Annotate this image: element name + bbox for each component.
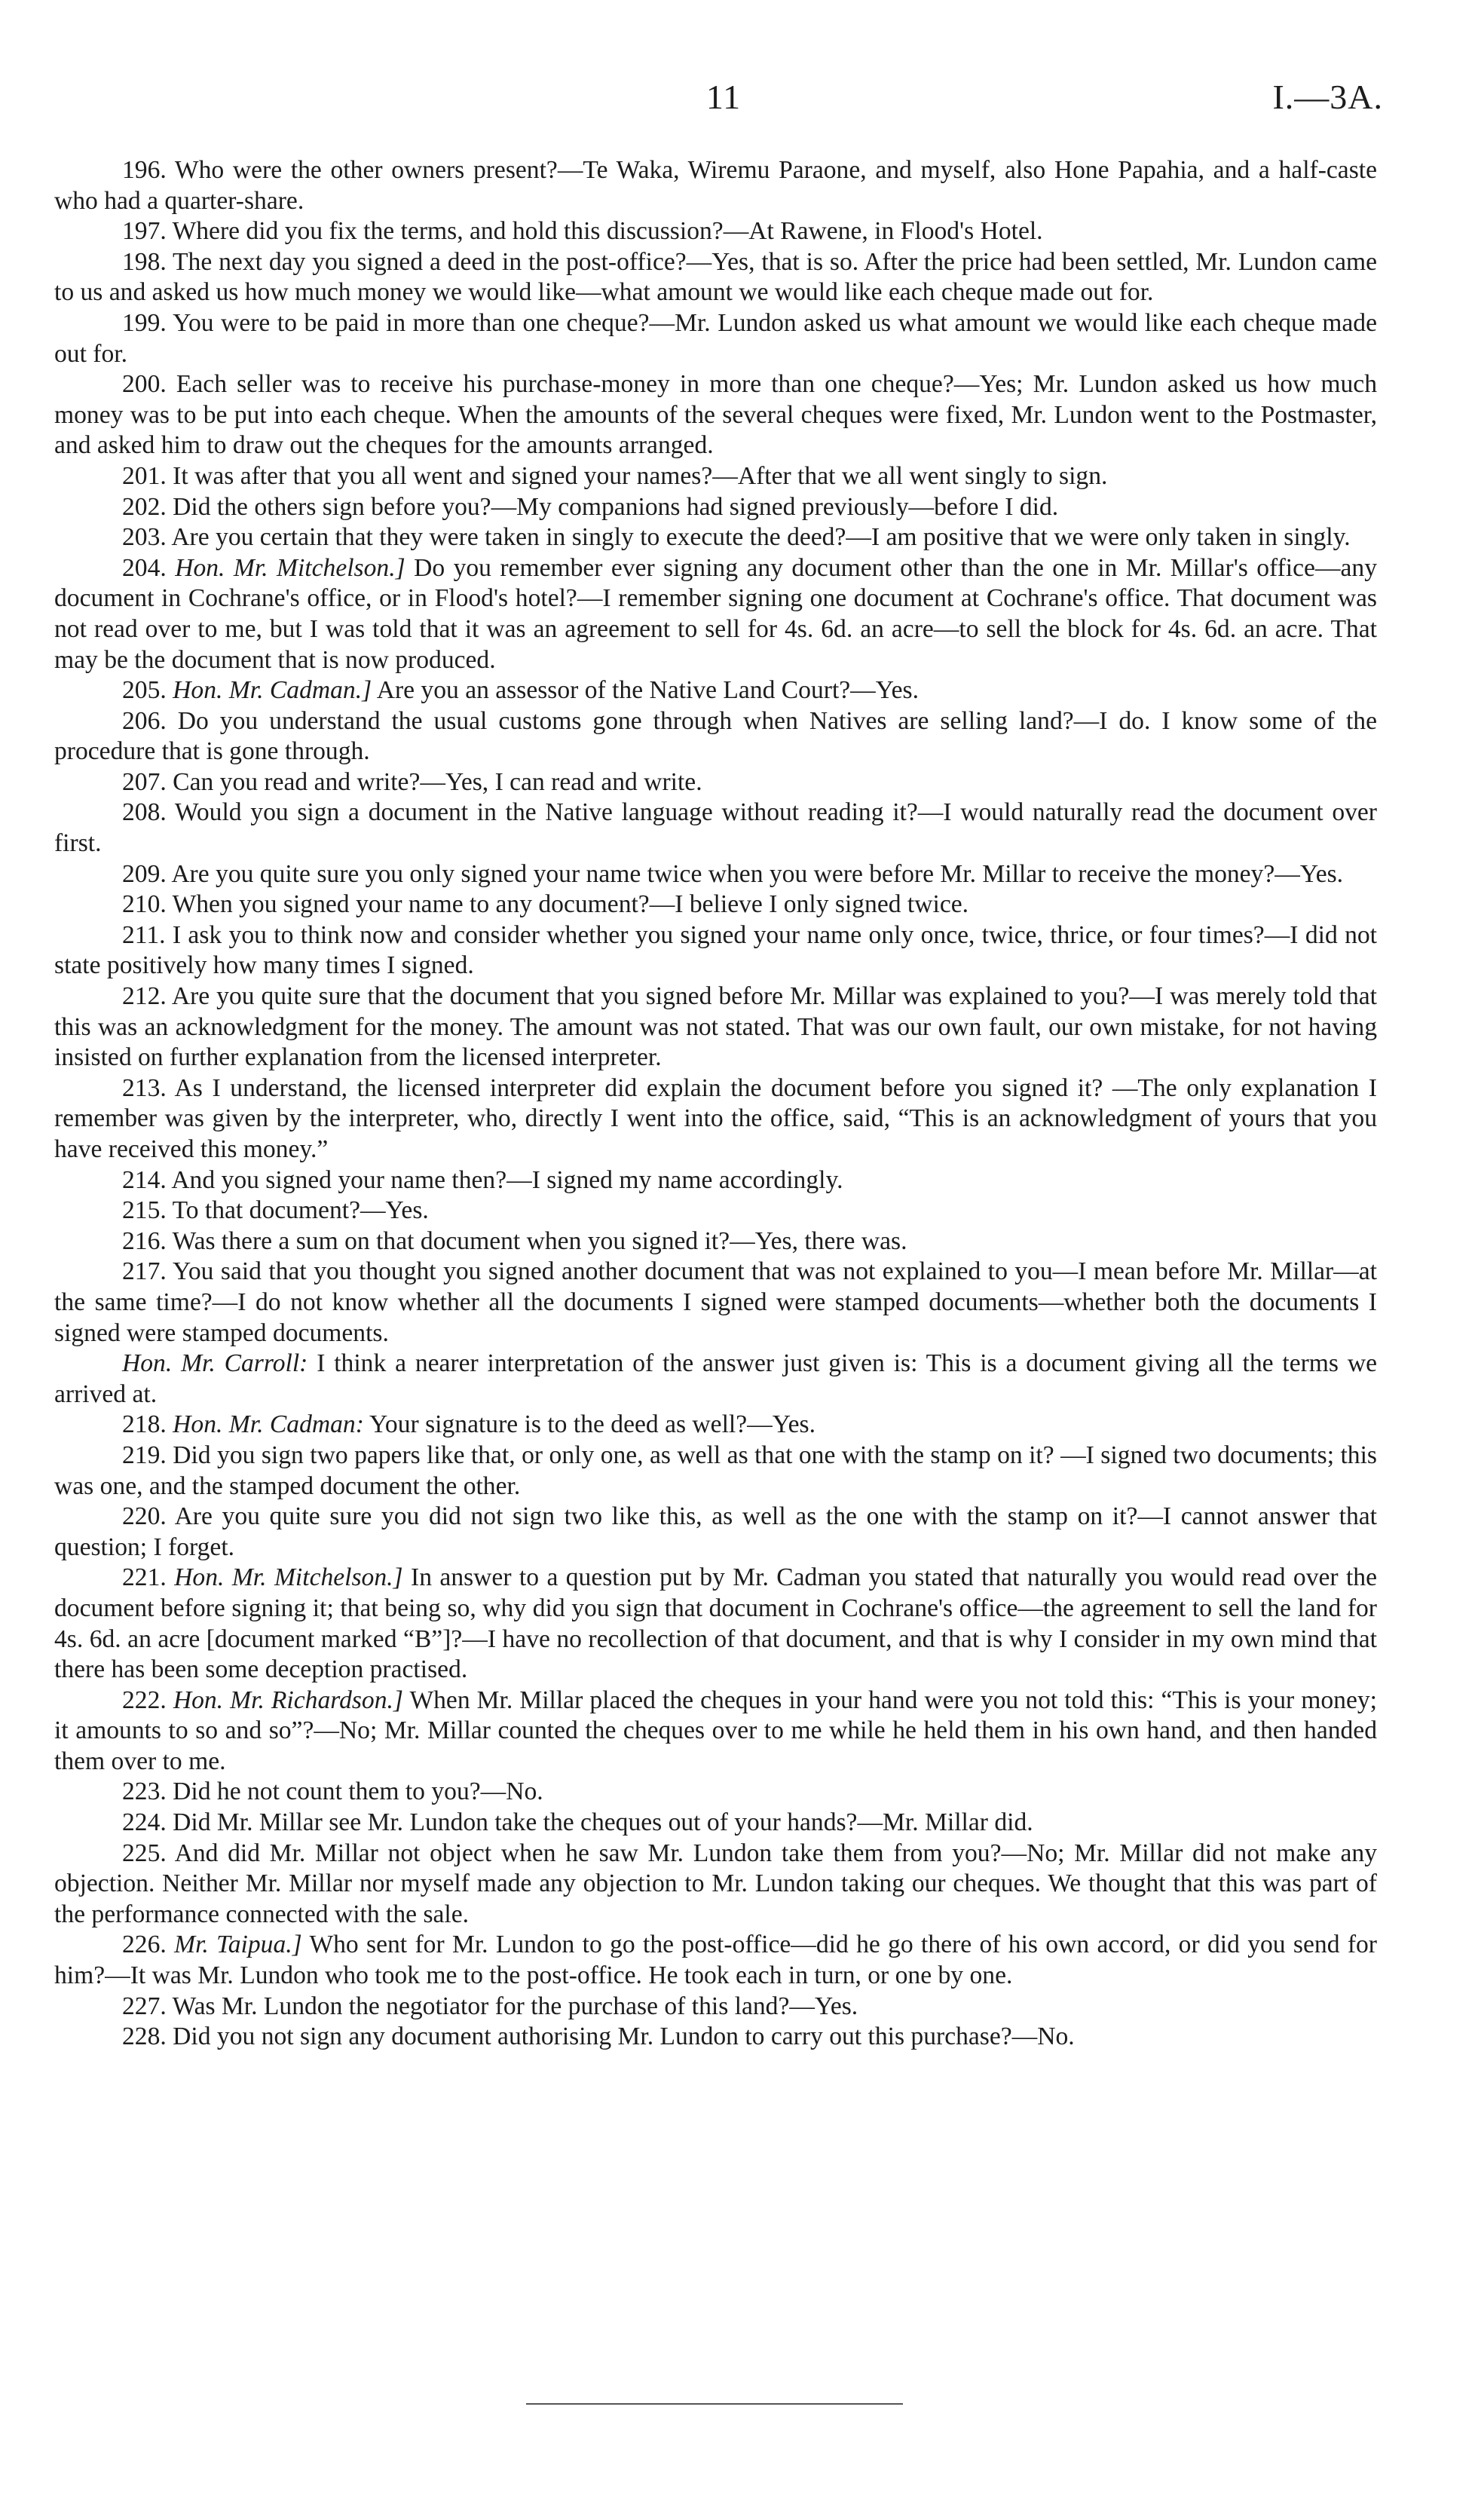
question-text: You were to be paid in more than one cheque?—Mr. Lundon asked us what amount we would like each cheque made out for. [54,308,1377,368]
question-text: Are you quite sure you did not sign two like this, as well as the one with the stamp on it?—I cannot answer that question; I forget. [54,1502,1377,1561]
question-number: 220. [122,1502,167,1531]
speaker-name: Hon. Mr. Mitchelson.] [174,1563,403,1592]
speaker-name: Hon. Mr. Richardson.] [173,1686,403,1714]
question-text: And did Mr. Millar not object when he saw Mr. Lundon take them from you?—No; Mr. Millar did not make any objection. Neither Mr. Millar nor myself made any objection to Mr. Lundon taking our cheques. We thought that this was part of the performance connected with the sale. [54,1839,1377,1928]
question-number: 228. [122,2022,167,2051]
question-text: Was there a sum on that document when you signed it?—Yes, there was. [172,1226,907,1255]
question-number: 209. [122,859,167,888]
question-number: 222. [122,1686,167,1714]
question-number: 227. [122,1992,167,2020]
question-paragraph [54,1073,1377,1165]
question-number: 202. [122,492,167,521]
question-paragraph [54,767,1377,798]
question-text: To that document?—Yes. [172,1196,429,1225]
question-number: 219. [122,1441,167,1469]
question-number: 200. [122,370,167,399]
question-text: Did he not count them to you?—No. [173,1777,543,1806]
question-number: 213. [122,1073,167,1102]
question-number: 205. [122,676,167,705]
question-paragraph [54,1686,1377,1777]
question-text: Who sent for Mr. Lundon to go the post-office—did he go there of his own accord, or did you send for him?—It was Mr. Lundon who took me to the post-office. He took each in turn, or one by one. [54,1931,1377,1990]
question-paragraph [54,798,1377,859]
question-paragraph [54,859,1377,890]
question-text: Was Mr. Lundon the negotiator for the purchase of this land?—Yes. [172,1992,858,2020]
question-number: 218. [122,1410,167,1439]
question-text: Who were the other owners present?—Te Waka, Wiremu Paraone, and myself, also Hone Papahia, and a half-caste who had a quarter-share. [54,156,1377,215]
closing-rule [526,2403,903,2405]
question-number: 226. [122,1931,167,1959]
question-text: Are you an assessor of the Native Land Court?—Yes. [376,676,920,705]
question-number: 212. [122,982,167,1011]
speaker-name: Mr. Taipua.] [174,1931,302,1959]
speaker-name: Hon. Mr. Mitchelson.] [175,553,405,582]
question-number: 199. [122,308,167,337]
question-paragraph [54,2022,1377,2053]
question-text: Are you quite sure you only signed your name twice when you were before Mr. Millar to receive the money?—Yes. [171,859,1344,888]
speaker-name: Hon. Mr. Cadman: [173,1410,364,1439]
question-paragraph [54,155,1377,216]
question-text: It was after that you all went and signed your names?—After that we all went singly to sign. [173,461,1108,490]
question-paragraph [54,461,1377,492]
question-number: 210. [122,890,167,919]
question-paragraph [54,1441,1377,1502]
question-paragraph [54,216,1377,247]
speaker-name: Hon. Mr. Carroll: [122,1349,308,1378]
question-number: 214. [122,1165,167,1194]
question-paragraph [54,1839,1377,1931]
question-paragraph [54,1165,1377,1196]
question-text: As I understand, the licensed interpreter did explain the document before you signed it? —The only explanation I remember was given by the interpreter, who, directly I went into the office, said, “This is an acknowledgment of yours that you have received this money.” [54,1073,1378,1163]
question-text: Are you quite sure that the document that you signed before Mr. Millar was explained to you?—I was merely told that this was an acknowledgment for the money. The amount was not stated. That was our own fault, our own mistake, for not having insisted on further explanation from the licensed interpreter. [54,982,1378,1072]
question-paragraph [54,1196,1377,1226]
question-paragraph [54,981,1377,1073]
question-paragraph [54,369,1377,461]
question-number: 201. [122,461,167,490]
question-number: 216. [122,1226,167,1255]
question-text: Do you remember ever signing any document other than the one in Mr. Millar's office—any document in Cochrane's office, or in Flood's hotel?—I remember signing one document at Cochrane's office. That document was not read over to me, but I was told that it was an agreement to sell for 4s. 6d. an acre—to sell the block for 4s. 6d. an acre. That may be the document that is now produced. [54,553,1377,674]
question-text: And you signed your name then?—I signed my name accordingly. [171,1165,843,1194]
question-paragraph [54,1257,1377,1349]
question-number: 207. [122,767,167,796]
question-text: I ask you to think now and consider whether you signed your name only once, twice, thrice, or four times?—I did not state positively how many times I signed. [54,920,1377,980]
question-paragraph [54,1930,1377,1991]
question-text: You said that you thought you signed another document that was not explained to you—I mean before Mr. Millar—at the same time?—I do not know whether all the documents I signed were stamped documents—whether both the documents I signed were stamped documents. [54,1257,1377,1347]
document-series: I.—3A. [1272,78,1383,116]
question-paragraph [54,890,1377,920]
question-paragraph [54,1992,1377,2022]
question-paragraph [54,675,1377,706]
evidence-text [54,155,1377,2053]
question-number: 198. [122,247,167,276]
question-text: In answer to a question put by Mr. Cadman you stated that naturally you would read over the document before signing it; that being so, why did you sign that document in Cochrane's office—the agreement to sell the land for 4s. 6d. an acre [document marked “B”]?—I have no recollection of that document, and that is why I consider in my own mind that there has been some deception practised. [54,1563,1377,1684]
question-number: 208. [122,798,167,827]
question-number: 225. [122,1839,167,1867]
question-text: Did Mr. Millar see Mr. Lundon take the cheques out of your hands?—Mr. Millar did. [173,1808,1033,1837]
question-text: When you signed your name to any document?—I believe I only signed twice. [172,890,969,919]
question-number: 211. [122,920,166,949]
question-paragraph [54,1226,1377,1257]
page-number: 11 [705,78,742,116]
page-header [0,77,1478,122]
question-text: Your signature is to the deed as well?—Yes. [369,1410,816,1439]
question-number: 223. [122,1777,167,1806]
question-paragraph [54,706,1377,767]
question-paragraph [54,1349,1377,1410]
question-text: Are you certain that they were taken in singly to execute the deed?—I am positive that we were only taken in singly. [171,523,1351,552]
question-number: 206. [122,706,167,735]
question-text: I think a nearer interpretation of the answer just given is: This is a document giving all the terms we arrived at. [54,1349,1377,1408]
question-text: Did you not sign any document authorising Mr. Lundon to carry out this purchase?—No. [173,2022,1075,2051]
question-paragraph [54,1808,1377,1839]
question-text: Do you understand the usual customs gone through when Natives are selling land?—I do. I know some of the procedure that is gone through. [54,706,1377,766]
question-paragraph [54,308,1377,369]
question-text: When Mr. Millar placed the cheques in your hand were you not told this: “This is your money; it amounts to so and so”?—No; Mr. Millar counted the cheques over to me while he held them in his own hand, and then handed them over to me. [54,1686,1377,1775]
question-number: 196. [122,156,167,184]
question-paragraph [54,1410,1377,1441]
question-paragraph [54,522,1377,553]
question-text: Did the others sign before you?—My companions had signed previously—before I did. [173,492,1059,521]
question-paragraph [54,1502,1377,1563]
question-text: Where did you fix the terms, and hold this discussion?—At Rawene, in Flood's Hotel. [172,217,1043,246]
question-text: Can you read and write?—Yes, I can read and write. [173,767,702,796]
question-number: 197. [122,217,167,246]
question-paragraph [54,920,1377,981]
question-text: Did you sign two papers like that, or only one, as well as that one with the stamp on it? —I signed two documents; this was one, and the stamped document the other. [54,1441,1377,1500]
question-text: The next day you signed a deed in the post-office?—Yes, that is so. After the price had been settled, Mr. Lundon came to us and asked us how much money we would like—what amount we would like each cheque made out for. [54,247,1377,307]
question-number: 203. [122,523,167,552]
question-text: Each seller was to receive his purchase-money in more than one cheque?—Yes; Mr. Lundon asked us how much money was to be put into each cheque. When the amounts of the several cheques were fixed, Mr. Lundon went to the Postmaster, and asked him to draw out the cheques for the amounts arranged. [54,370,1377,460]
question-paragraph [54,1563,1377,1685]
question-number: 224. [122,1808,167,1837]
question-paragraph [54,247,1377,308]
question-number: 217. [122,1257,167,1286]
question-paragraph [54,1777,1377,1808]
question-number: 215. [122,1196,167,1225]
question-paragraph [54,492,1377,523]
question-number: 204. [122,553,167,582]
question-text: Would you sign a document in the Native language without reading it?—I would naturally read the document over first. [54,798,1377,858]
speaker-name: Hon. Mr. Cadman.] [173,676,372,705]
question-paragraph [54,553,1377,675]
question-number: 221. [122,1563,167,1592]
